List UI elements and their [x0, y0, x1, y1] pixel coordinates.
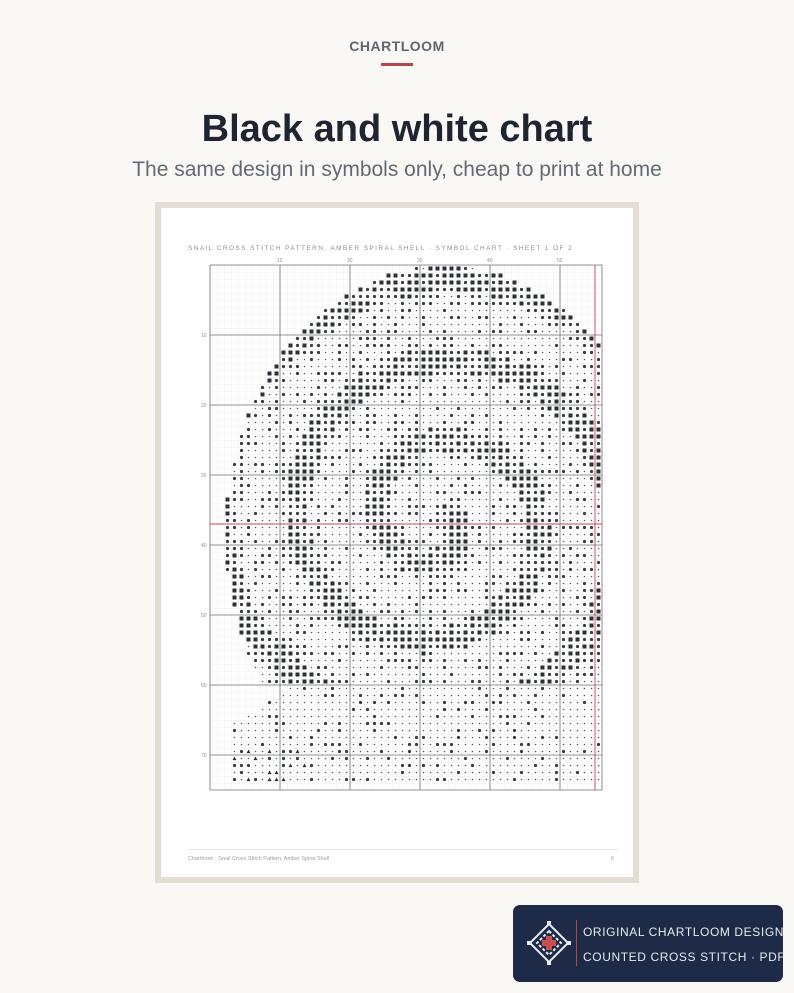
- badge-title: ORIGINAL CHARTLOOM DESIGN: [583, 925, 785, 939]
- chart-column-label: 40: [487, 258, 493, 264]
- chart-column-label: 10: [277, 258, 283, 264]
- symbol-chart: [161, 208, 633, 877]
- chart-column-label: 20: [347, 258, 353, 264]
- design-badge: [513, 905, 786, 982]
- chart-row-label: 20: [201, 403, 207, 409]
- chart-row-label: 60: [201, 683, 207, 689]
- badge-divider: [576, 920, 577, 966]
- chart-column-label: 30: [417, 258, 423, 264]
- chart-row-label: 50: [201, 613, 207, 619]
- chart-sheet-frame: [155, 202, 639, 883]
- page-title: Black and white chart: [201, 108, 593, 150]
- brand-name: CHARTLOOM: [349, 38, 445, 54]
- sheet-footer: Chartloom · Snail Cross Stitch Pattern, Amber Spiral Shell: [188, 856, 330, 862]
- page-number: 6: [611, 856, 615, 862]
- footer-divider: [188, 849, 618, 850]
- badge-subtitle: COUNTED CROSS STITCH · PDF: [583, 950, 786, 964]
- brand-underline: [381, 63, 413, 66]
- chart-row-label: 30: [201, 473, 207, 479]
- chart-row-label: 70: [201, 753, 207, 759]
- page-subtitle: The same design in symbols only, cheap to print at home: [132, 158, 662, 181]
- chart-column-label: 50: [557, 258, 563, 264]
- chart-row-label: 40: [201, 543, 207, 549]
- chart-row-label: 10: [201, 333, 207, 339]
- sheet-header: SNAIL CROSS STITCH PATTERN, AMBER SPIRAL SHELL · SYMBOL CHART · SHEET 1 OF 2: [188, 245, 574, 252]
- chart-sheet: [161, 208, 633, 877]
- cross-stitch-diamond-icon: [527, 921, 571, 965]
